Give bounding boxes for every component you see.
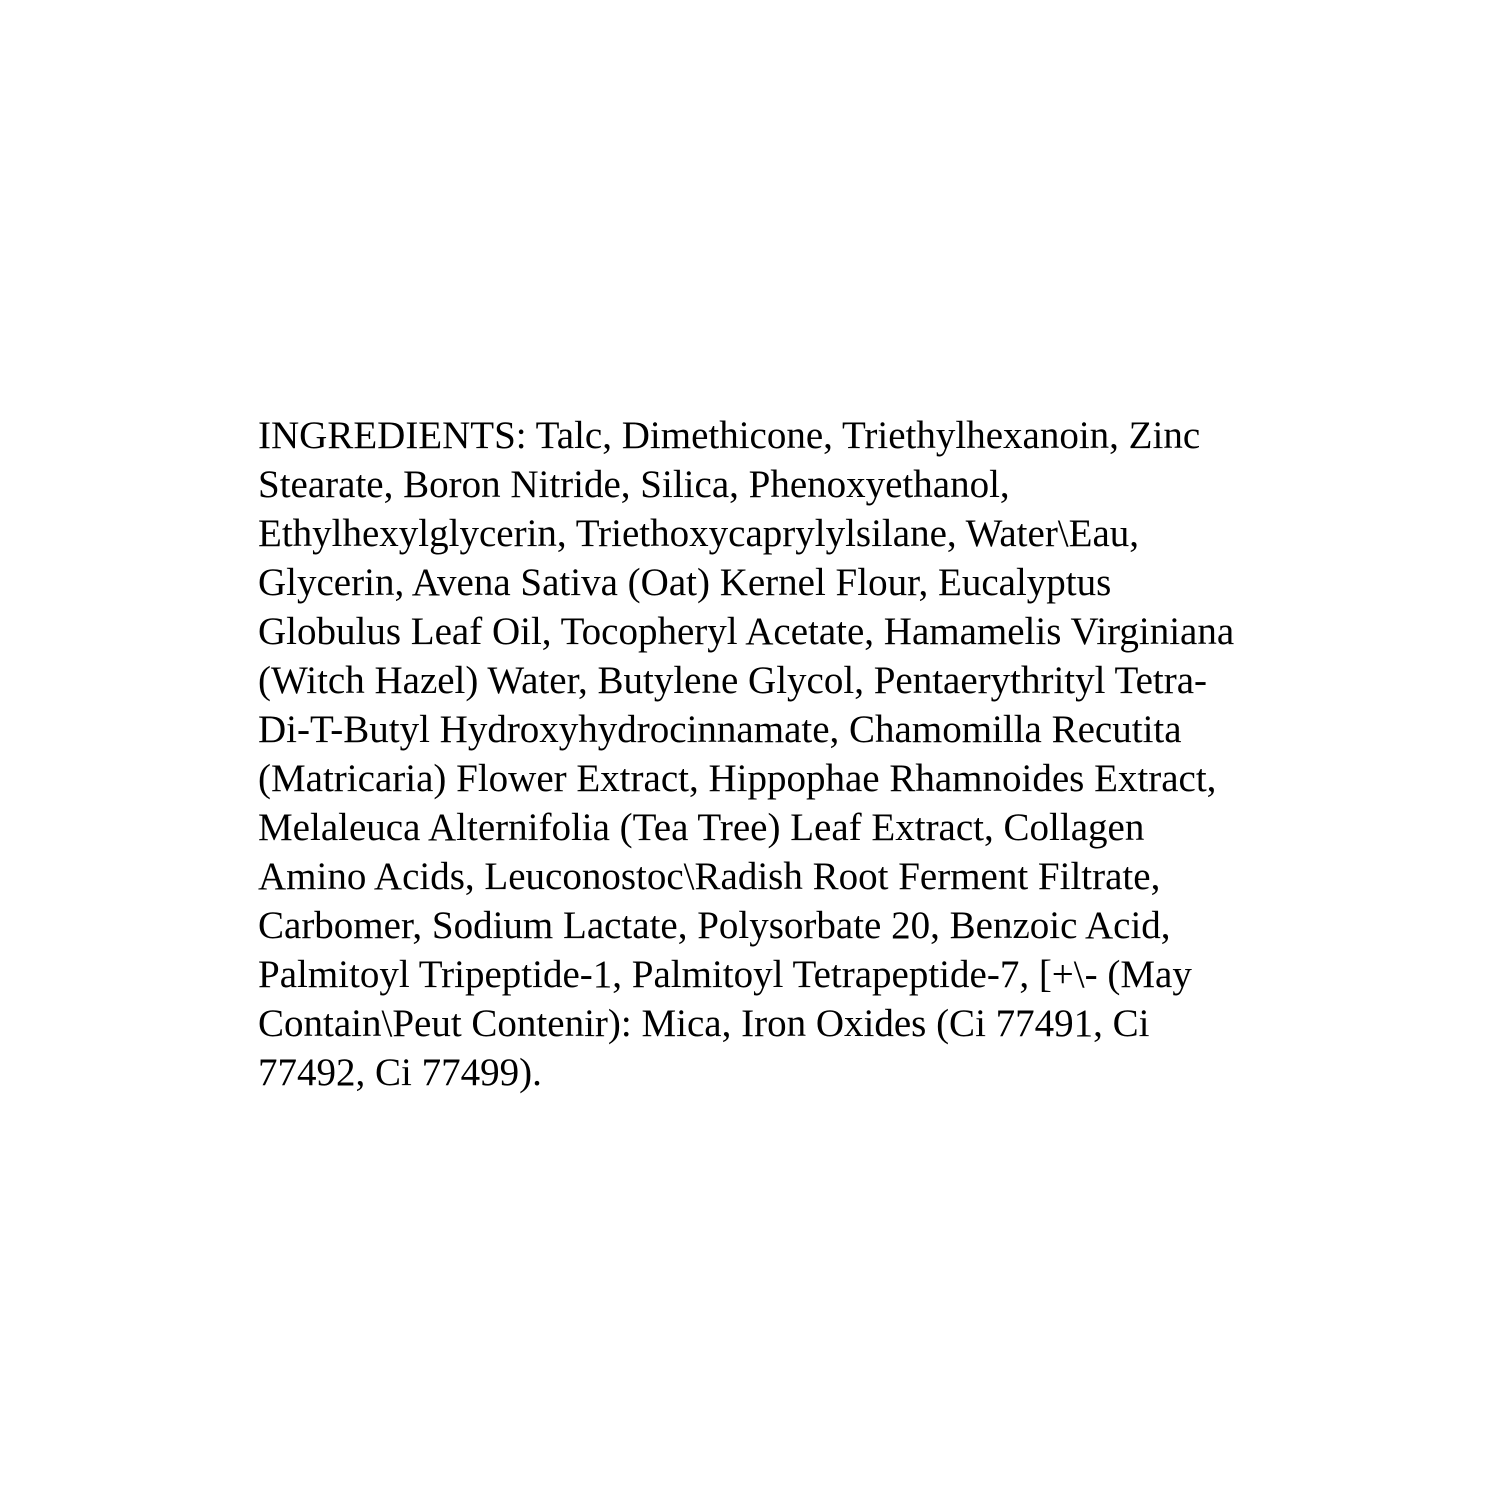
ingredients-text xyxy=(258,411,1268,1097)
ingredients-line: Stearate, Boron Nitride, Silica, Phenoxyethanol, xyxy=(258,463,1010,506)
ingredients-line: (Matricaria) Flower Extract, Hippophae Rhamnoides Extract, xyxy=(258,757,1217,800)
ingredients-line: Carbomer, Sodium Lactate, Polysorbate 20, Benzoic Acid, xyxy=(258,904,1171,947)
ingredients-line: Palmitoyl Tripeptide-1, Palmitoyl Tetrapeptide-7, [+\- (May xyxy=(258,953,1192,996)
ingredients-line: Contain\Peut Contenir): Mica, Iron Oxides (Ci 77491, Ci xyxy=(258,1002,1150,1045)
ingredients-line: Melaleuca Alternifolia (Tea Tree) Leaf Extract, Collagen xyxy=(258,806,1145,849)
ingredients-line: (Witch Hazel) Water, Butylene Glycol, Pentaerythrityl Tetra- xyxy=(258,659,1208,702)
ingredients-line: Globulus Leaf Oil, Tocopheryl Acetate, Hamamelis Virginiana xyxy=(258,610,1235,653)
ingredients-line: Amino Acids, Leuconostoc\Radish Root Ferment Filtrate, xyxy=(258,855,1161,898)
ingredients-line: 77492, Ci 77499). xyxy=(258,1051,542,1094)
ingredients-line: Di-T-Butyl Hydroxyhydrocinnamate, Chamomilla Recutita xyxy=(258,708,1182,751)
ingredients-line: Ethylhexylglycerin, Triethoxycaprylylsilane, Water\Eau, xyxy=(258,512,1140,555)
ingredients-line: INGREDIENTS: Talc, Dimethicone, Triethylhexanoin, Zinc xyxy=(258,414,1201,457)
ingredients-line: Glycerin, Avena Sativa (Oat) Kernel Flour, Eucalyptus xyxy=(258,561,1112,604)
